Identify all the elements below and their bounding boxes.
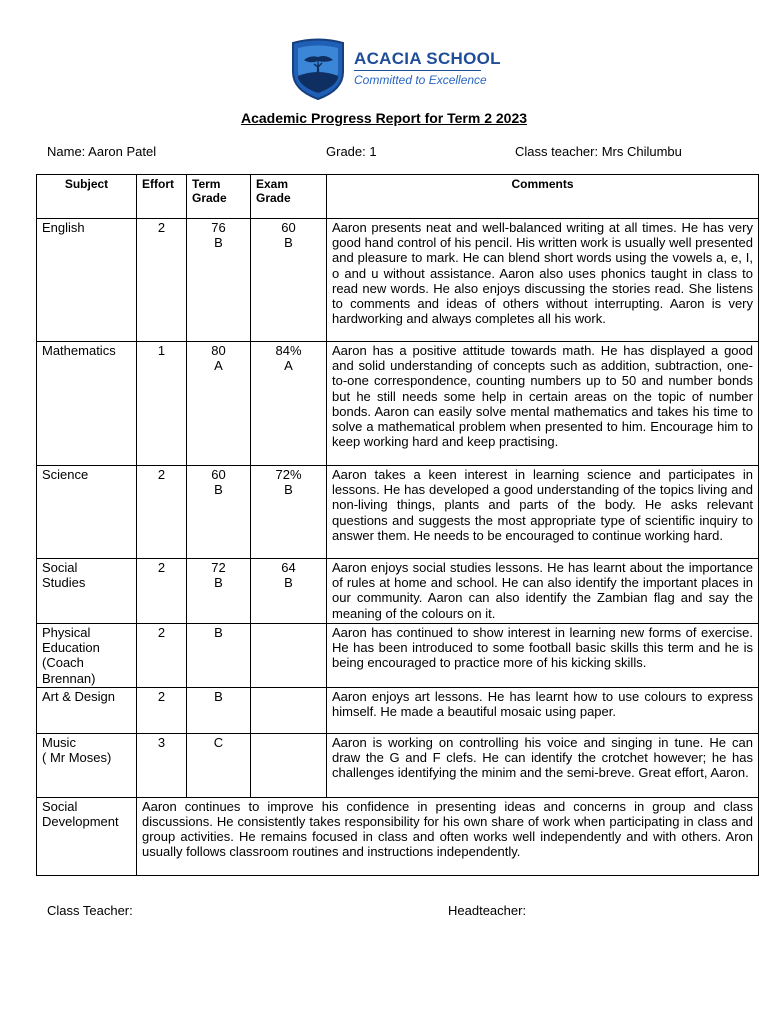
logo-divider [354, 70, 481, 71]
term-grade-cell: 60 B [187, 466, 251, 559]
class-teacher-signature-label: Class Teacher: [47, 903, 133, 918]
table-row [37, 342, 759, 466]
comment-cell: Aaron is working on controlling his voice and singing in tune. He can draw the G and F clefs. He can identify the crotchet however; he has challenges identifying the minim and the semi-breve. Great effort, Aaron. [327, 733, 759, 797]
effort-cell: 2 [137, 466, 187, 559]
effort-cell: 1 [137, 342, 187, 466]
table-row [37, 466, 759, 559]
comment-cell: Aaron enjoys art lessons. He has learnt how to use colours to express himself. He made a beautiful mosaic using paper. [327, 687, 759, 733]
school-name: ACACIA SCHOOL [354, 49, 501, 68]
exam-grade-cell: 72% B [251, 466, 327, 559]
effort-cell: 2 [137, 624, 187, 688]
header-exam-grade: Exam Grade [251, 175, 327, 219]
acacia-shield-icon [290, 38, 346, 100]
exam-grade-cell: 84% A [251, 342, 327, 466]
school-logo [290, 38, 501, 100]
term-grade-cell: 76 B [187, 219, 251, 342]
social-development-comment: Aaron continues to improve his confidence in presenting ideas and concerns in group and class discussions. He consistently takes responsibility for his own share of work when participating in class and group activities. He remains focused in class and often works well independently and with others. Aron usually follows classroom routines and instructions independently. [137, 797, 759, 875]
exam-grade-cell [251, 624, 327, 688]
table-row [37, 219, 759, 342]
exam-grade-cell [251, 733, 327, 797]
header-effort: Effort [137, 175, 187, 219]
comment-cell: Aaron has a positive attitude towards math. He has displayed a good and solid understanding of concepts such as addition, subtraction, one-to-one correspondence, counting numbers up to 50 and number bonds but he still needs some help in certain areas on the topic of number bonds. Aaron can easily solve mental mathematics and takes his time to solve a mathematical problem when presented to him. Encourage him to keep working hard and keep practising. [327, 342, 759, 466]
effort-cell: 2 [137, 219, 187, 342]
header-comments: Comments [327, 175, 759, 219]
exam-grade-cell: 64 B [251, 559, 327, 624]
effort-cell: 3 [137, 733, 187, 797]
header-term-grade: Term Grade [187, 175, 251, 219]
table-row [37, 559, 759, 624]
table-row [37, 733, 759, 797]
header-subject: Subject [37, 175, 137, 219]
subject-cell: Social Development [37, 797, 137, 875]
student-name: Name: Aaron Patel [47, 144, 157, 159]
subject-cell: Art & Design [37, 687, 137, 733]
student-grade: Grade: 1 [326, 144, 377, 159]
subject-cell: Mathematics [37, 342, 137, 466]
exam-grade-cell [251, 687, 327, 733]
subject-cell: Social Studies [37, 559, 137, 624]
comment-cell: Aaron presents neat and well-balanced writing at all times. He has very good hand control of his pencil. His written work is usually well presented and pleasure to mark. He can blend short words using the vowels a, e, I, o and u without assistance. Aaron also uses phonics taught in class to read new words. He also enjoys discussing the stories read. She listens to comments and ideas of others without interrupting. Aaron is very hardworking and always completes all his work. [327, 219, 759, 342]
subject-cell: Physical Education (Coach Brennan) [37, 624, 137, 688]
table-row [37, 624, 759, 688]
subject-cell: English [37, 219, 137, 342]
class-teacher: Class teacher: Mrs Chilumbu [515, 144, 682, 159]
effort-cell: 2 [137, 559, 187, 624]
progress-table [36, 174, 759, 876]
term-grade-cell: B [187, 624, 251, 688]
subject-cell: Science [37, 466, 137, 559]
term-grade-cell: 80 A [187, 342, 251, 466]
table-row [37, 687, 759, 733]
comment-cell: Aaron has continued to show interest in learning new forms of exercise. He has been introduced to some football basic skills this term and he is being encouraged to practice more of his kicking skills. [327, 624, 759, 688]
comment-cell: Aaron enjoys social studies lessons. He has learnt about the importance of rules at home and school. He can also identify the important places in our community. Aaron can also identify the Zambian flag and say the meaning of the colours on it. [327, 559, 759, 624]
school-tagline: Committed to Excellence [354, 73, 487, 87]
exam-grade-cell: 60 B [251, 219, 327, 342]
report-title: Academic Progress Report for Term 2 2023 [240, 110, 528, 126]
table-header-row [37, 175, 759, 219]
subject-cell: Music ( Mr Moses) [37, 733, 137, 797]
term-grade-cell: B [187, 687, 251, 733]
term-grade-cell: 72 B [187, 559, 251, 624]
comment-cell: Aaron takes a keen interest in learning science and participates in lessons. He has developed a good understanding of the topics living and non-living things, plants and parts of the body. He asks relevant questions and suggests the most appropriate type of scientific inquiry to answer them. He needs to be encouraged to continue working hard. [327, 466, 759, 559]
effort-cell: 2 [137, 687, 187, 733]
headteacher-signature-label: Headteacher: [448, 903, 527, 918]
term-grade-cell: C [187, 733, 251, 797]
social-development-row [37, 797, 759, 875]
